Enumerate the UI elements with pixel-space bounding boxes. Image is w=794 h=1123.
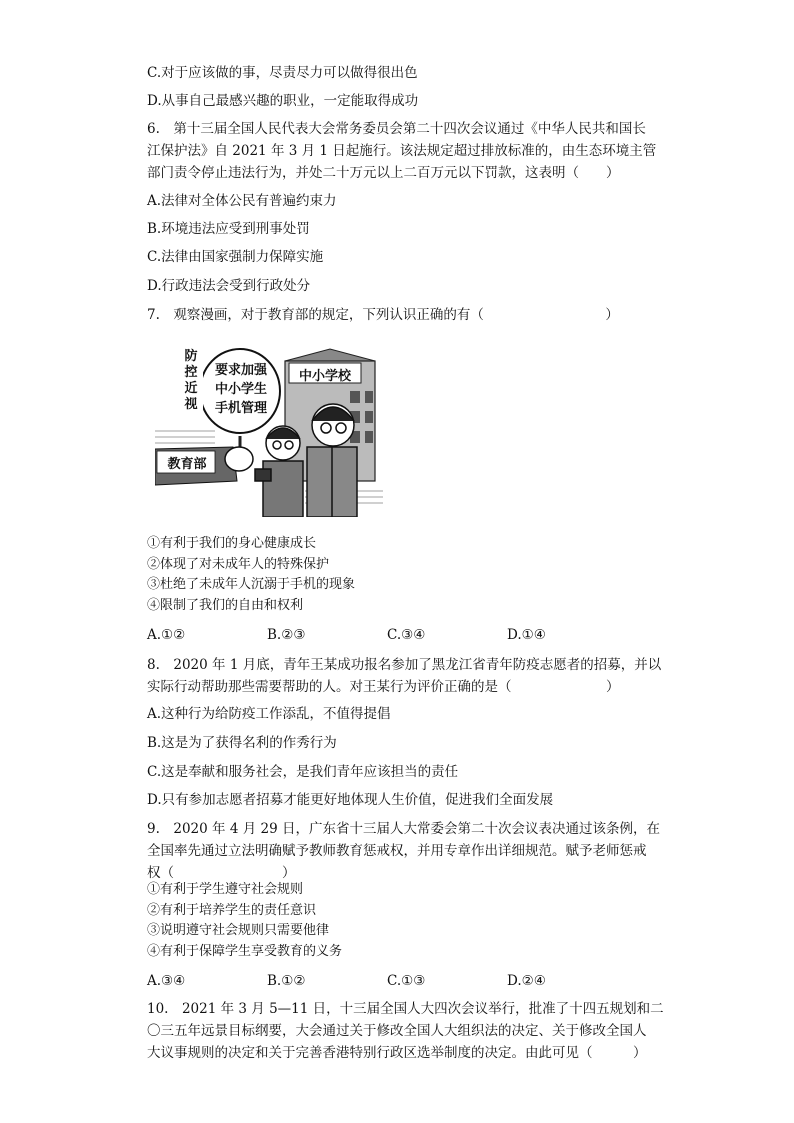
sleeve-label: 教育部 [167,457,207,472]
q8-option-c: C.这是奉献和服务社会，是我们青年应该担当的责任 [147,764,459,780]
student-tall [307,404,357,517]
q6-option-c: C.法律由国家强制力保障实施 [147,249,324,265]
side-sign-char: 近 [184,381,198,396]
q10-stem [147,998,664,1064]
q7-option: A.①② [147,627,186,643]
q9-option: C.①③ [387,973,426,989]
q9-stem [147,818,660,884]
q6-option-d: D.行政违法会受到行政处分 [147,278,311,294]
q7-statements [147,534,355,616]
q10-stem-line: 10. 2021 年 3 月 5—11 日，十三届全国人大四次会议举行，批准了十四五规划和二 [147,1001,664,1017]
q8-option-d: D.只有参加志愿者招募才能更好地体现人生价值，促进我们全面发展 [147,792,554,808]
q9-statement: ①有利于学生遵守社会规则 [147,882,304,897]
q6-option-a: A.法律对全体公民有普遍约束力 [147,193,337,209]
q7-option: D.①④ [507,627,546,643]
side-sign-char: 防 [184,349,198,364]
q9-statement: ④有利于保障学生享受教育的义务 [147,943,343,959]
q9-statement: ②有利于培养学生的责任意识 [147,902,317,918]
q7-statement: ①有利于我们的身心健康成长 [147,536,317,551]
q8-stem [147,654,662,698]
q9-stem-line: 权（ ） [147,865,296,881]
q10-stem-line: 大议事规则的决定和关于完善香港特别行政区选举制度的决定。由此可见（ ） [147,1045,647,1061]
q9-option: A.③④ [147,973,186,989]
q9-options [147,972,667,990]
side-sign-text [181,349,201,413]
q9-stem-line: 9. 2020 年 4 月 29 日，广东省十三届人大常委会第二十次会议表决通过该条例，在 [147,821,660,837]
main-sign-line: 要求加强 [214,363,267,378]
q5-option-d: D.从事自己最感兴趣的职业，一定能取得成功 [147,93,419,109]
q6-stem-line: 江保护法》自 2021 年 3 月 1 日起施行。该法规定超过排放标准的，由生态环境主管 [147,143,657,159]
q7-stem: 7. 观察漫画，对于教育部的规定，下列认识正确的有（ ） [147,307,619,323]
q7-options [147,626,667,644]
q10-stem-line: 〇三五年远景目标纲要，大会通过关于修改全国人大组织法的决定、关于修改全国人 [147,1023,647,1039]
q9-option: B.①② [267,973,306,989]
q9-statement: ③说明遵守社会规则只需要他律 [147,923,330,938]
q6-stem-line: 6. 第十三届全国人民代表大会常务委员会第二十四次会议通过《中华人民共和国长 [147,121,646,137]
q6-stem-line: 部门责令停止违法行为，并处二十万元以上二百万元以下罚款，这表明（ ） [147,165,620,181]
q7-statement: ②体现了对未成年人的特殊保护 [147,556,330,572]
q7-statement: ③杜绝了未成年人沉溺于手机的现象 [147,577,356,592]
q7-cartoon [155,341,383,517]
q7-option: C.③④ [387,627,426,643]
q9-option: D.②④ [507,973,546,989]
school-label: 中小学校 [298,369,351,384]
main-sign-line: 手机管理 [214,401,267,416]
q7-option: B.②③ [267,627,306,643]
q9-stem-line: 全国率先通过立法明确赋予教师教育惩戒权，并用专章作出详细规范。赋予老师惩戒 [147,843,647,859]
main-sign-text [205,361,277,418]
q7-statement: ④限制了我们的自由和权利 [147,597,304,613]
side-sign-char: 视 [184,397,198,412]
main-sign-line: 中小学生 [214,382,267,397]
q6-option-b: B.环境违法应受到刑事处罚 [147,221,310,237]
q8-stem-line: 实际行动帮助那些需要帮助的人。对王某行为评价正确的是（ ） [147,679,620,695]
q8-stem-line: 8. 2020 年 1 月底，青年王某成功报名参加了黑龙江省青年防疫志愿者的招募，并以 [147,657,662,673]
q6-stem [147,118,657,184]
q8-option-b: B.这是为了获得名利的作秀行为 [147,735,337,751]
q9-statements [147,880,342,962]
q5-option-c: C.对于应该做的事，尽责尽力可以做得很出色 [147,65,418,81]
q8-option-a: A.这种行为给防疫工作添乱，不值得提倡 [147,706,391,722]
side-sign-char: 控 [184,365,198,380]
